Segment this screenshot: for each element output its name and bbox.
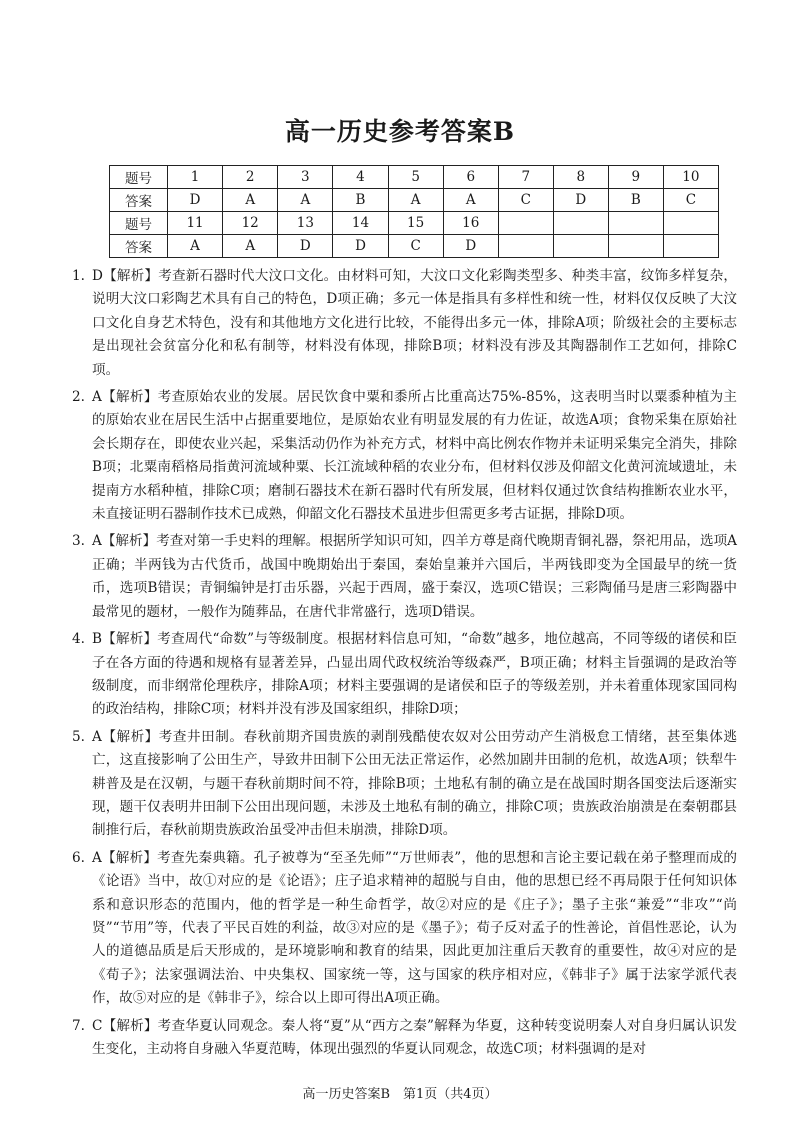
- answer-table-cell: A: [223, 235, 278, 258]
- explanation-list: [72, 265, 737, 1065]
- answer-table-cell: 11: [167, 212, 222, 235]
- answer-table-cell: 2: [223, 166, 278, 189]
- answer-table-cell: [608, 235, 663, 258]
- answer-table: [109, 165, 719, 258]
- answer-table-cell: D: [167, 189, 222, 212]
- answer-table-cell: A: [388, 189, 443, 212]
- answer-table-cell: 13: [278, 212, 333, 235]
- answer-table-cell: 9: [608, 166, 663, 189]
- answer-table-cell: [663, 235, 718, 258]
- answer-table-cell: D: [333, 235, 388, 258]
- explanation-text: A【解析】考查对第一手史料的理解。根据所学知识可知，四羊方尊是商代晚期青铜礼器，祭祀用品，选项A正确；半两钱为古代货币，战国中晚期始出于秦国，秦始皇兼并六国后，半两钱即变为全国最早的统一货币，选项B错误；青铜编钟是打击乐器，兴起于西周，盛于秦汉，选项C错误；三彩陶俑马是唐三彩陶器中最常见的题材，一般作为随葬品，在唐代非常盛行，选项D错误。: [92, 533, 737, 620]
- explanation-text: A【解析】考查井田制。春秋前期齐国贵族的剥削残酷使农奴对公田劳动产生消极怠工情绪，甚至集体逃亡，这直接影响了公田生产，导致井田制下公田无法正常运作，必然加剧井田制的危机，故选A项；铁犁牛耕普及是在汉朝，与题干春秋前期时间不符，排除B项；土地私有制的确立是在战国时期各国变法后逐渐实现，题干仅表明井田制下公田出现问题，未涉及土地私有制的确立，排除C项；贵族政治崩溃是在秦朝郡县制推行后，春秋前期贵族政治虽受冲击但未崩溃，排除D项。: [92, 728, 737, 839]
- answer-table-cell: A: [223, 189, 278, 212]
- answer-table-cell: [553, 235, 608, 258]
- answer-table-cell: C: [663, 189, 718, 212]
- explanation-item: [72, 1015, 737, 1062]
- answer-table-cell: 6: [443, 166, 498, 189]
- explanation-number: 1.: [72, 268, 85, 284]
- explanation-text: A【解析】考查原始农业的发展。居民饮食中粟和黍所占比重高达75%-85%，这表明当时以粟黍种植为主的原始农业在居民生活中占据重要地位，是原始农业有明显发展的有力佐证，故选A项；食物采集在原始社会长期存在，即使农业兴起，采集活动仍作为补充方式，材料中高比例农作物并未证明采集完全消失，排除B项；北粟南稻格局指黄河流域种粟、长江流域种稻的农业分布，但材料仅涉及仰韶文化黄河流域遗址，未提南方水稻种植，排除C项；磨制石器技术在新石器时代有所发展，但材料仅通过饮食结构推断农业水平，未直接证明石器制作技术已成熟，仰韶文化石器技术虽进步但需更多考古证据，排除D项。: [92, 389, 737, 523]
- answer-table-cell: D: [443, 235, 498, 258]
- answer-table-cell: 10: [663, 166, 718, 189]
- answer-table-cell: 7: [498, 166, 553, 189]
- answer-table-cell: 12: [223, 212, 278, 235]
- answer-table-cell: 16: [443, 212, 498, 235]
- answer-table-row: [110, 189, 719, 212]
- answer-table-cell: 14: [333, 212, 388, 235]
- explanation-text: C【解析】考查华夏认同观念。秦人将“夏”从“西方之秦”解释为华夏，这种转变说明秦人对自身归属认识发生变化，主动将自身融入华夏范畴，体现出强烈的华夏认同观念，故选C项；材料强调的是对: [92, 1017, 737, 1057]
- explanation-number: 3.: [72, 533, 85, 550]
- answer-table-cell: B: [608, 189, 663, 212]
- answer-table-cell: [608, 212, 663, 235]
- answer-table-cell: [498, 212, 553, 235]
- explanation-text: A【解析】考查先秦典籍。孔子被尊为“至圣先师”“万世师表”，他的思想和言论主要记载在弟子整理而成的《论语》当中，故①对应的是《论语》；庄子追求精神的超脱与自由，他的思想已经不再局限于任何知识体系和意识形态的范围内，他的哲学是一种生命哲学，故②对应的是《庄子》；墨子主张“兼爱”“非攻”“尚贤”“节用”等，代表了平民百姓的利益，故③对应的是《墨子》；荀子反对孟子的性善论，首倡性恶论，认为人的道德品质是后天形成的，是环境影响和教育的结果，因此更加注重后天教育的重要性，故④对应的是《荀子》；法家强调法治、中央集权、国家统一等，这与国家的秩序相对应，《韩非子》属于法家学派代表作，故⑤对应的是《韩非子》，综合以上即可得出A项正确。: [92, 849, 737, 1007]
- answer-table-cell: A: [278, 189, 333, 212]
- answer-table-cell: 15: [388, 212, 443, 235]
- explanation-item: [72, 847, 737, 1011]
- explanation-number: 5.: [72, 728, 85, 745]
- explanation-text: B【解析】考查周代“命数”与等级制度。根据材料信息可知，“命数”越多，地位越高，不同等级的诸侯和臣子在各方面的待遇和规格有显著差异，凸显出周代政权统治等级森严，B项正确；材料主旨强调的是政治等级制度，而非纲常伦理秩序，排除A项；材料主要强调的是诸侯和臣子的等级差别，并未着重体现家国同构的政治结构，排除C项；材料并没有涉及国家组织，排除D项；: [92, 631, 737, 718]
- answer-table-row-label: 答案: [110, 189, 168, 212]
- answer-table-cell: 5: [388, 166, 443, 189]
- explanation-item: [72, 530, 737, 624]
- explanation-item: [72, 386, 737, 526]
- answer-table-cell: C: [388, 235, 443, 258]
- explanation-number: 4.: [72, 631, 85, 648]
- answer-table-cell: D: [278, 235, 333, 258]
- explanation-number: 6.: [72, 849, 85, 866]
- answer-table-row-label: 题号: [110, 212, 168, 235]
- answer-table-cell: [498, 235, 553, 258]
- answer-table-cell: 1: [167, 166, 222, 189]
- explanation-number: 7.: [72, 1017, 85, 1034]
- answer-table-cell: [663, 212, 718, 235]
- answer-table-cell: D: [553, 189, 608, 212]
- answer-table-cell: 8: [553, 166, 608, 189]
- explanation-item: [72, 726, 737, 843]
- explanation-text: D【解析】考查新石器时代大汶口文化。由材料可知，大汶口文化彩陶类型多、种类丰富，纹饰多样复杂，说明大汶口彩陶艺术具有自己的特色，D项正确；多元一体是指具有多样性和统一性，材料仅仅反映了大汶口文化自身艺术特色，没有和其他地方文化进行比较，不能得出多元一体，排除A项；阶级社会的主要标志是出现社会贫富分化和私有制等，材料没有体现，排除B项；材料没有涉及其陶器制作工艺如何，排除C项。: [92, 268, 737, 378]
- explanation-item: [72, 628, 737, 722]
- answer-table-cell: 4: [333, 166, 388, 189]
- answer-table-row: [110, 235, 719, 258]
- page-title: 高一历史参考答案B: [284, 117, 516, 146]
- answer-table-row-label: 题号: [110, 166, 168, 189]
- answer-table-cell: [553, 212, 608, 235]
- answer-table-cell: 3: [278, 166, 333, 189]
- answer-table-cell: A: [167, 235, 222, 258]
- answer-table-row: [110, 212, 719, 235]
- answer-table-row-label: 答案: [110, 235, 168, 258]
- explanation-number: 2.: [72, 389, 85, 406]
- page-footer: 高一历史答案B 第1页（共4页）: [302, 1087, 498, 1102]
- answer-table-row: [110, 166, 719, 189]
- answer-table-cell: A: [443, 189, 498, 212]
- explanation-item: [72, 265, 737, 382]
- answer-table-cell: C: [498, 189, 553, 212]
- answer-table-cell: B: [333, 189, 388, 212]
